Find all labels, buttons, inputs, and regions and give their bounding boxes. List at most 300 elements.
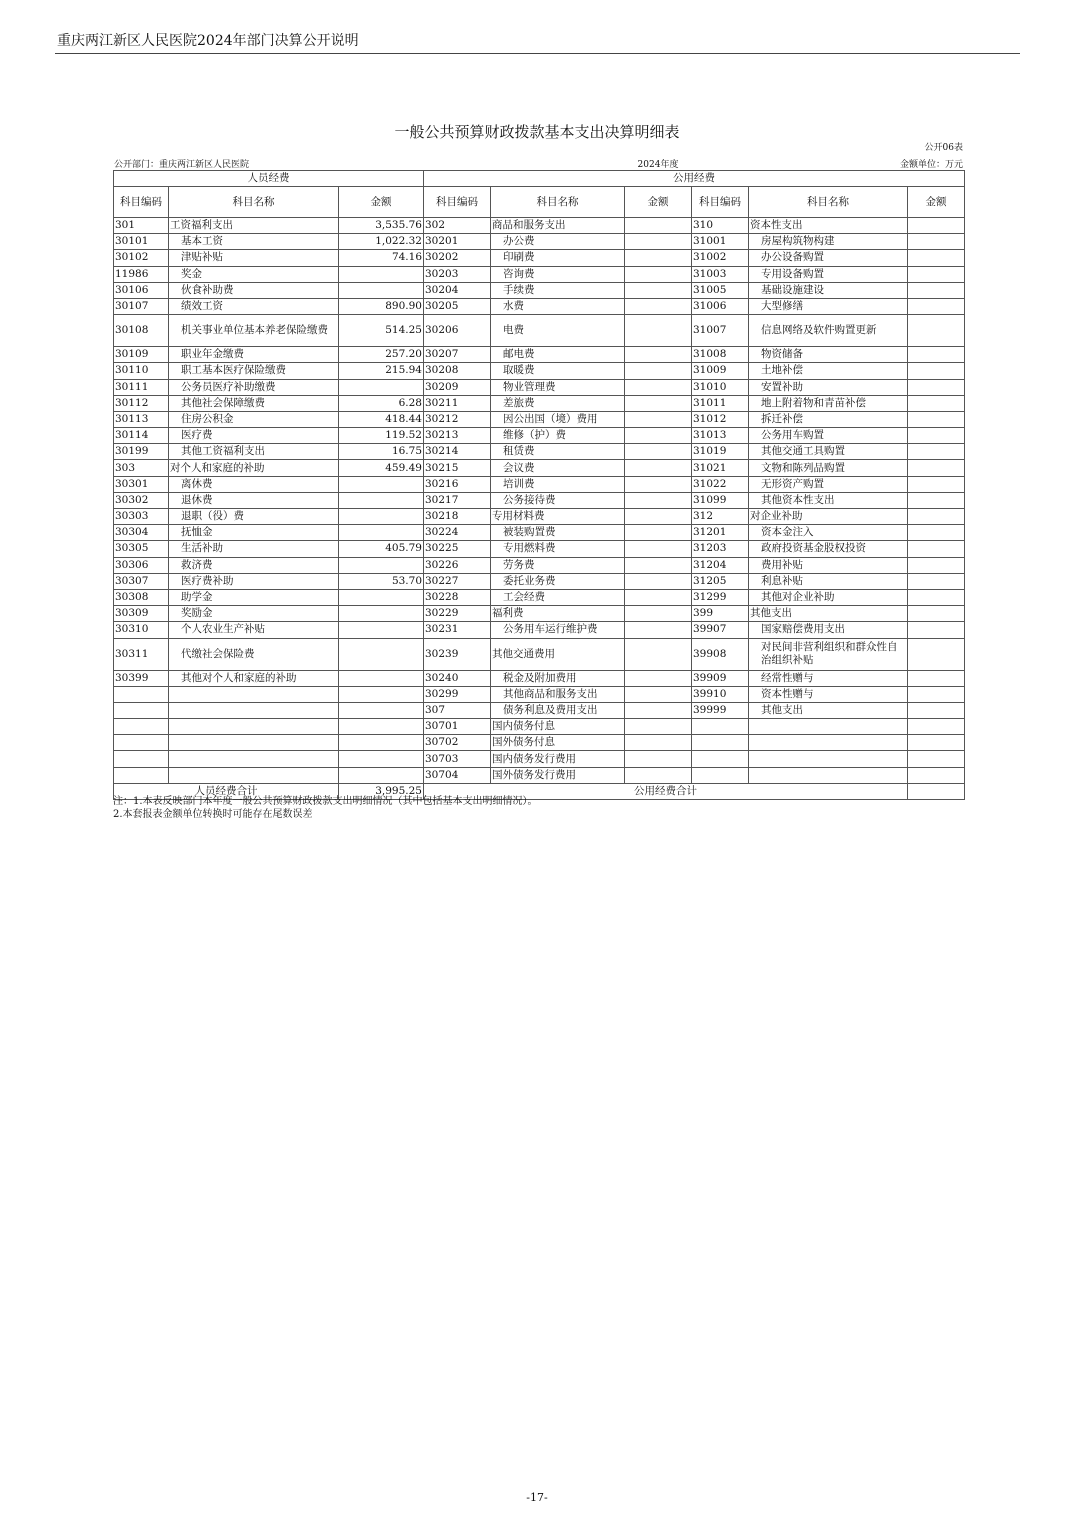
item-code-cell: 30214: [424, 444, 491, 460]
item-code-cell: 30307: [114, 573, 169, 589]
item-name-cell: 经常性赠与: [749, 670, 908, 686]
item-code-cell: 30302: [114, 492, 169, 508]
amount-cell: 215.94: [339, 363, 424, 379]
item-name-cell: 水费: [491, 298, 625, 314]
item-name-cell: [169, 719, 339, 735]
table-row: [114, 767, 965, 783]
amount-cell: 16.75: [339, 444, 424, 460]
item-code-cell: 312: [692, 509, 749, 525]
amount-cell: [339, 476, 424, 492]
item-name-cell: 资本金注入: [749, 525, 908, 541]
item-name-cell: 医疗费补助: [169, 573, 339, 589]
item-code-cell: 30108: [114, 315, 169, 347]
item-name-cell: 办公设备购置: [749, 250, 908, 266]
item-name-cell: 对个人和家庭的补助: [169, 460, 339, 476]
col-header: 科目名称: [491, 187, 625, 218]
amount-cell: [339, 266, 424, 282]
amount-cell: [625, 573, 692, 589]
item-code-cell: 30112: [114, 395, 169, 411]
amount-cell: [625, 735, 692, 751]
item-code-cell: 31013: [692, 428, 749, 444]
item-code-cell: 30102: [114, 250, 169, 266]
item-name-cell: 津贴补贴: [169, 250, 339, 266]
amount-cell: [908, 411, 965, 427]
item-name-cell: 手续费: [491, 282, 625, 298]
amount-cell: [625, 509, 692, 525]
note-line: 注：1.本表反映部门本年度一般公共预算财政拨款支出明细情况（其中包括基本支出明细情况）。: [113, 796, 538, 807]
item-code-cell: 39999: [692, 702, 749, 718]
item-code-cell: 31008: [692, 347, 749, 363]
item-name-cell: 劳务费: [491, 557, 625, 573]
amount-cell: [908, 476, 965, 492]
item-name-cell: 商品和服务支出: [491, 218, 625, 234]
table-row: [114, 444, 965, 460]
item-name-cell: 无形资产购置: [749, 476, 908, 492]
item-code-cell: 30106: [114, 282, 169, 298]
item-name-cell: 国内债务付息: [491, 719, 625, 735]
item-name-cell: 工会经费: [491, 589, 625, 605]
amount-cell: [908, 670, 965, 686]
amount-cell: 6.28: [339, 395, 424, 411]
item-code-cell: 30231: [424, 622, 491, 638]
item-name-cell: 国外债务付息: [491, 735, 625, 751]
item-name-cell: 资本性赠与: [749, 686, 908, 702]
amount-cell: [908, 492, 965, 508]
item-code-cell: 30199: [114, 444, 169, 460]
item-name-cell: 安置补助: [749, 379, 908, 395]
amount-cell: [625, 686, 692, 702]
item-name-cell: 其他社会保障缴费: [169, 395, 339, 411]
item-code-cell: 30202: [424, 250, 491, 266]
amount-cell: 257.20: [339, 347, 424, 363]
item-name-cell: 电费: [491, 315, 625, 347]
item-name-cell: [749, 719, 908, 735]
amount-cell: [625, 492, 692, 508]
item-name-cell: 委托业务费: [491, 573, 625, 589]
item-code-cell: 11986: [114, 266, 169, 282]
item-code-cell: 310: [692, 218, 749, 234]
table-row: [114, 379, 965, 395]
item-name-cell: [169, 702, 339, 718]
amount-cell: [625, 541, 692, 557]
item-code-cell: 30201: [424, 234, 491, 250]
amount-cell: [625, 218, 692, 234]
table-row: [114, 686, 965, 702]
item-name-cell: 费用补贴: [749, 557, 908, 573]
item-name-cell: 生活补助: [169, 541, 339, 557]
item-code-cell: 39909: [692, 670, 749, 686]
col-header: 科目编码: [114, 187, 169, 218]
item-code-cell: 30218: [424, 509, 491, 525]
item-code-cell: [692, 767, 749, 783]
department-label: 公开部门：重庆两江新区人民医院: [114, 160, 250, 170]
item-name-cell: 咨询费: [491, 266, 625, 282]
item-code-cell: 31012: [692, 411, 749, 427]
item-code-cell: 31019: [692, 444, 749, 460]
amount-cell: [908, 298, 965, 314]
item-name-cell: 办公费: [491, 234, 625, 250]
item-code-cell: 30228: [424, 589, 491, 605]
amount-cell: [339, 751, 424, 767]
item-name-cell: 印刷费: [491, 250, 625, 266]
notes: [113, 795, 538, 821]
amount-cell: [908, 735, 965, 751]
item-code-cell: [114, 702, 169, 718]
amount-cell: [339, 735, 424, 751]
item-code-cell: 31010: [692, 379, 749, 395]
amount-cell: [339, 379, 424, 395]
year-label: 2024年度: [637, 160, 679, 170]
table-row: [114, 509, 965, 525]
amount-cell: [339, 670, 424, 686]
item-code-cell: 31002: [692, 250, 749, 266]
item-name-cell: 其他对个人和家庭的补助: [169, 670, 339, 686]
item-name-cell: 土地补偿: [749, 363, 908, 379]
amount-cell: 418.44: [339, 411, 424, 427]
item-code-cell: 30114: [114, 428, 169, 444]
amount-cell: [908, 541, 965, 557]
expenditure-table: [113, 170, 965, 800]
item-name-cell: 救济费: [169, 557, 339, 573]
item-code-cell: 30207: [424, 347, 491, 363]
item-code-cell: 30208: [424, 363, 491, 379]
item-name-cell: 物资储备: [749, 347, 908, 363]
amount-cell: 459.49: [339, 460, 424, 476]
table-row: [114, 428, 965, 444]
item-name-cell: 其他商品和服务支出: [491, 686, 625, 702]
group-header-personnel: 人员经费: [114, 171, 424, 187]
amount-cell: [339, 606, 424, 622]
amount-cell: [908, 702, 965, 718]
item-name-cell: 债务利息及费用支出: [491, 702, 625, 718]
amount-cell: [625, 428, 692, 444]
item-code-cell: 302: [424, 218, 491, 234]
amount-cell: [339, 767, 424, 783]
item-name-cell: 专用设备购置: [749, 266, 908, 282]
amount-cell: [625, 589, 692, 605]
item-code-cell: 30227: [424, 573, 491, 589]
group-header-public: 公用经费: [424, 171, 965, 187]
col-header: 金额: [339, 187, 424, 218]
table-row: [114, 751, 965, 767]
amount-cell: [908, 266, 965, 282]
table-row: [114, 573, 965, 589]
item-code-cell: 30204: [424, 282, 491, 298]
item-code-cell: 30303: [114, 509, 169, 525]
table-row: [114, 638, 965, 670]
item-name-cell: 个人农业生产补贴: [169, 622, 339, 638]
amount-cell: [908, 525, 965, 541]
item-name-cell: 绩效工资: [169, 298, 339, 314]
item-name-cell: 公务用车运行维护费: [491, 622, 625, 638]
amount-cell: [625, 266, 692, 282]
table-row: [114, 218, 965, 234]
amount-cell: [625, 751, 692, 767]
amount-cell: [339, 492, 424, 508]
item-name-cell: 福利费: [491, 606, 625, 622]
item-code-cell: 30107: [114, 298, 169, 314]
table-row: [114, 557, 965, 573]
amount-cell: [908, 573, 965, 589]
table-row: [114, 363, 965, 379]
amount-cell: [908, 557, 965, 573]
amount-cell: [339, 509, 424, 525]
amount-cell: [908, 460, 965, 476]
item-name-cell: 代缴社会保险费: [169, 638, 339, 670]
item-name-cell: 住房公积金: [169, 411, 339, 427]
item-name-cell: 专用材料费: [491, 509, 625, 525]
amount-cell: 74.16: [339, 250, 424, 266]
amount-cell: [625, 525, 692, 541]
item-name-cell: 助学金: [169, 589, 339, 605]
table-row: [114, 395, 965, 411]
amount-cell: [908, 589, 965, 605]
item-name-cell: 房屋构筑物构建: [749, 234, 908, 250]
item-name-cell: 大型修缮: [749, 298, 908, 314]
item-name-cell: 其他交通工具购置: [749, 444, 908, 460]
table-row: [114, 719, 965, 735]
item-code-cell: 30310: [114, 622, 169, 638]
item-code-cell: 30704: [424, 767, 491, 783]
amount-cell: [339, 282, 424, 298]
public-total-value: [908, 783, 965, 799]
item-code-cell: 30399: [114, 670, 169, 686]
item-name-cell: 职业年金缴费: [169, 347, 339, 363]
table-row: [114, 476, 965, 492]
item-code-cell: 30110: [114, 363, 169, 379]
item-code-cell: 30299: [424, 686, 491, 702]
table-row: [114, 492, 965, 508]
amount-cell: [908, 686, 965, 702]
amount-cell: [908, 234, 965, 250]
item-code-cell: 30212: [424, 411, 491, 427]
amount-cell: [908, 282, 965, 298]
table-row: [114, 315, 965, 347]
public-total-label: 公用经费合计: [424, 783, 908, 799]
header-title: 重庆两江新区人民医院2024年部门决算公开说明: [57, 33, 359, 49]
item-code-cell: 31001: [692, 234, 749, 250]
item-code-cell: 30101: [114, 234, 169, 250]
item-name-cell: 基本工资: [169, 234, 339, 250]
table-row: [114, 702, 965, 718]
table-row: [114, 347, 965, 363]
amount-cell: [625, 557, 692, 573]
item-code-cell: 30211: [424, 395, 491, 411]
col-header: 科目编码: [424, 187, 491, 218]
form-number: 公开06表: [924, 143, 963, 153]
amount-cell: [625, 476, 692, 492]
item-name-cell: 基础设施建设: [749, 282, 908, 298]
item-code-cell: 30209: [424, 379, 491, 395]
amount-cell: 405.79: [339, 541, 424, 557]
amount-cell: [339, 702, 424, 718]
amount-cell: [339, 557, 424, 573]
item-code-cell: 31099: [692, 492, 749, 508]
item-code-cell: 31021: [692, 460, 749, 476]
amount-cell: [625, 315, 692, 347]
table-row: [114, 589, 965, 605]
table-row: [114, 234, 965, 250]
amount-cell: 53.70: [339, 573, 424, 589]
personnel-total-label: 人员经费合计: [114, 783, 339, 799]
amount-cell: [625, 234, 692, 250]
item-name-cell: 差旅费: [491, 395, 625, 411]
item-name-cell: 培训费: [491, 476, 625, 492]
item-code-cell: 301: [114, 218, 169, 234]
item-name-cell: 维修（护）费: [491, 428, 625, 444]
amount-cell: [625, 282, 692, 298]
item-code-cell: 30309: [114, 606, 169, 622]
table-row: [114, 282, 965, 298]
item-name-cell: 公务员医疗补助缴费: [169, 379, 339, 395]
item-name-cell: [169, 686, 339, 702]
table-row: [114, 622, 965, 638]
item-code-cell: 39907: [692, 622, 749, 638]
amount-cell: [908, 379, 965, 395]
amount-cell: [908, 395, 965, 411]
table-row: [114, 298, 965, 314]
item-name-cell: 其他支出: [749, 606, 908, 622]
item-code-cell: [692, 751, 749, 767]
amount-cell: [625, 460, 692, 476]
page-number: -17-: [526, 1491, 548, 1504]
table-row: [114, 525, 965, 541]
table-row: [114, 266, 965, 282]
amount-cell: [625, 767, 692, 783]
item-name-cell: 奖励金: [169, 606, 339, 622]
item-name-cell: 退职（役）费: [169, 509, 339, 525]
item-name-cell: 伙食补助费: [169, 282, 339, 298]
amount-cell: [908, 428, 965, 444]
amount-cell: [908, 363, 965, 379]
table-row: [114, 735, 965, 751]
item-name-cell: 其他交通费用: [491, 638, 625, 670]
amount-cell: [908, 218, 965, 234]
item-code-cell: 30301: [114, 476, 169, 492]
item-name-cell: [749, 735, 908, 751]
amount-cell: [625, 379, 692, 395]
table-row: [114, 250, 965, 266]
amount-cell: [625, 702, 692, 718]
item-code-cell: 31005: [692, 282, 749, 298]
amount-cell: [625, 395, 692, 411]
amount-cell: [908, 719, 965, 735]
amount-cell: [339, 622, 424, 638]
item-name-cell: 其他资本性支出: [749, 492, 908, 508]
amount-cell: [625, 444, 692, 460]
table-row: [114, 460, 965, 476]
document-title: 一般公共预算财政拨款基本支出决算明细表: [394, 123, 680, 141]
item-code-cell: 31299: [692, 589, 749, 605]
item-name-cell: [169, 735, 339, 751]
item-code-cell: 30229: [424, 606, 491, 622]
item-code-cell: [114, 735, 169, 751]
item-name-cell: 取暖费: [491, 363, 625, 379]
item-code-cell: 399: [692, 606, 749, 622]
item-name-cell: 被装购置费: [491, 525, 625, 541]
item-code-cell: 31011: [692, 395, 749, 411]
amount-cell: [625, 670, 692, 686]
item-name-cell: 拆迁补偿: [749, 411, 908, 427]
item-name-cell: 其他工资福利支出: [169, 444, 339, 460]
unit-label: 金额单位：万元: [899, 160, 963, 170]
item-code-cell: 30308: [114, 589, 169, 605]
amount-cell: [908, 751, 965, 767]
item-code-cell: 30216: [424, 476, 491, 492]
amount-cell: [908, 444, 965, 460]
item-code-cell: 307: [424, 702, 491, 718]
item-code-cell: 30215: [424, 460, 491, 476]
personnel-total-value: 3,995.25: [339, 783, 424, 799]
item-name-cell: 离休费: [169, 476, 339, 492]
amount-cell: [625, 411, 692, 427]
item-name-cell: 国内债务发行费用: [491, 751, 625, 767]
item-code-cell: 30226: [424, 557, 491, 573]
amount-cell: [625, 606, 692, 622]
item-name-cell: 利息补贴: [749, 573, 908, 589]
amount-cell: [908, 767, 965, 783]
item-name-cell: 文物和陈列品购置: [749, 460, 908, 476]
item-name-cell: 政府投资基金股权投资: [749, 541, 908, 557]
item-code-cell: 30203: [424, 266, 491, 282]
item-name-cell: 其他支出: [749, 702, 908, 718]
item-code-cell: [114, 719, 169, 735]
table-row: [114, 606, 965, 622]
item-name-cell: 会议费: [491, 460, 625, 476]
amount-cell: 119.52: [339, 428, 424, 444]
amount-cell: [908, 638, 965, 670]
amount-cell: [908, 250, 965, 266]
item-code-cell: 30111: [114, 379, 169, 395]
item-name-cell: 信息网络及软件购置更新: [749, 315, 908, 347]
item-code-cell: 30225: [424, 541, 491, 557]
amount-cell: [339, 525, 424, 541]
item-code-cell: [114, 767, 169, 783]
item-name-cell: 国外债务发行费用: [491, 767, 625, 783]
col-header: 科目名称: [169, 187, 339, 218]
item-name-cell: 公务用车购置: [749, 428, 908, 444]
item-code-cell: 30206: [424, 315, 491, 347]
item-code-cell: 31201: [692, 525, 749, 541]
item-name-cell: 物业管理费: [491, 379, 625, 395]
item-name-cell: 资本性支出: [749, 218, 908, 234]
item-code-cell: 30305: [114, 541, 169, 557]
amount-cell: [625, 719, 692, 735]
item-code-cell: 30311: [114, 638, 169, 670]
item-name-cell: [169, 767, 339, 783]
amount-cell: 890.90: [339, 298, 424, 314]
item-code-cell: [114, 751, 169, 767]
item-code-cell: 30701: [424, 719, 491, 735]
item-code-cell: 30702: [424, 735, 491, 751]
item-name-cell: 其他对企业补助: [749, 589, 908, 605]
item-code-cell: 303: [114, 460, 169, 476]
item-name-cell: 国家赔偿费用支出: [749, 622, 908, 638]
item-code-cell: 30213: [424, 428, 491, 444]
item-name-cell: 公务接待费: [491, 492, 625, 508]
item-name-cell: 对民间非营利组织和群众性自治组织补贴: [749, 638, 908, 670]
item-name-cell: 地上附着物和青苗补偿: [749, 395, 908, 411]
amount-cell: 3,535.76: [339, 218, 424, 234]
item-name-cell: 工资福利支出: [169, 218, 339, 234]
item-code-cell: [692, 719, 749, 735]
item-code-cell: 30703: [424, 751, 491, 767]
amount-cell: [625, 638, 692, 670]
item-name-cell: [749, 767, 908, 783]
col-header: 科目名称: [749, 187, 908, 218]
amount-cell: [625, 363, 692, 379]
item-code-cell: 31007: [692, 315, 749, 347]
